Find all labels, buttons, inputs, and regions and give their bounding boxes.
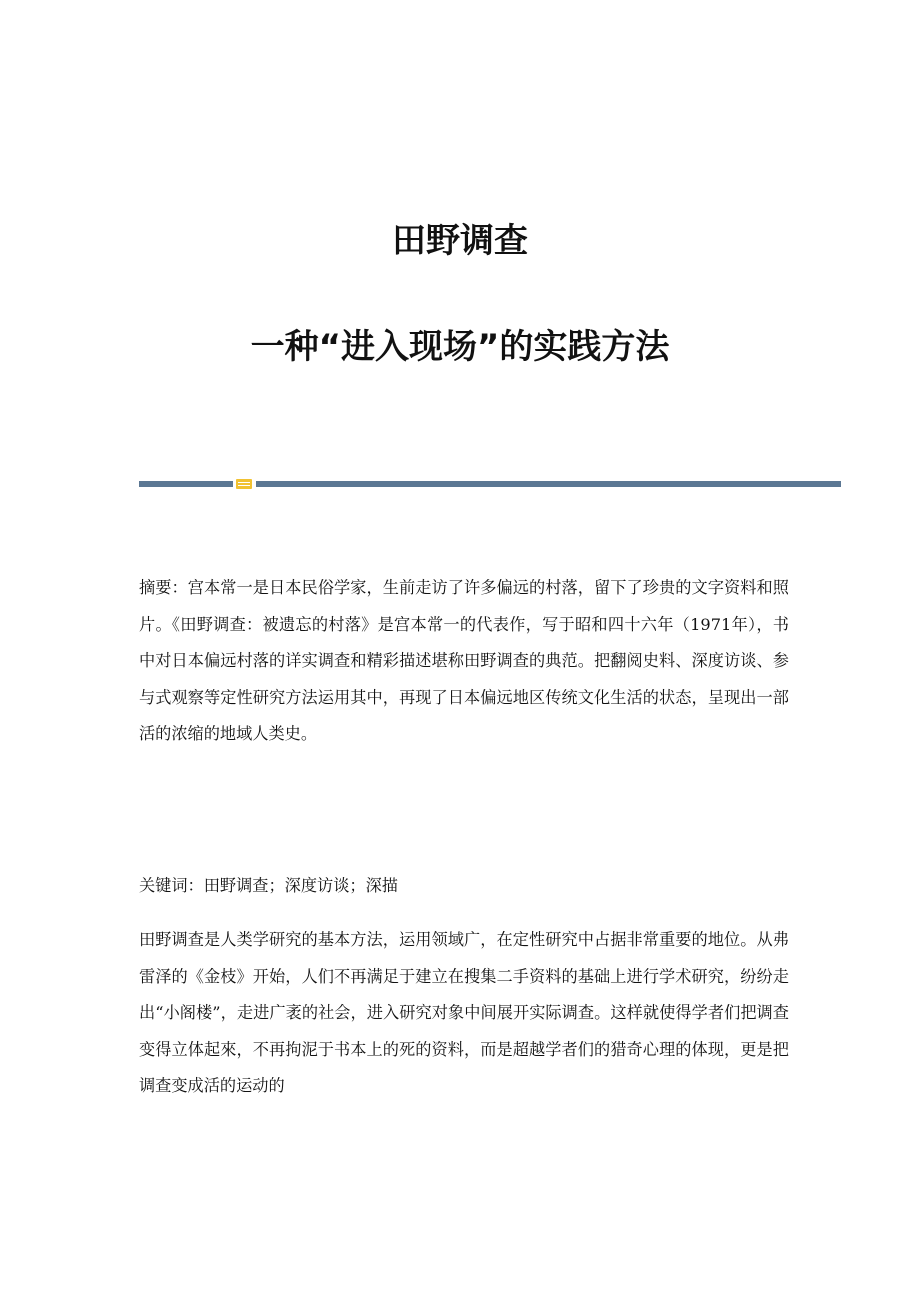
abstract-paragraph: 摘要：宫本常一是日本民俗学家，生前走访了许多偏远的村落，留下了珍贵的文字资料和照片。《田野调查：被遗忘的村落》是宫本常一的代表作，写于昭和四十六年（1971年），书中对日本偏远村落的详实调查和精彩描述堪称田野调查的典范。把翻阅史料、深度访谈、参与式观察等定性研究方法运用其中，再现了日本偏远地区传统文化生活的状态，呈现出一部活的浓缩的地域人类史。 xyxy=(139,578,789,743)
divider-bar-left xyxy=(139,481,233,487)
divider-emblem-icon xyxy=(236,479,252,489)
divider-bar-right xyxy=(256,481,841,487)
title-divider xyxy=(139,479,841,489)
keywords-line: 关键词：田野调查；深度访谈；深描 xyxy=(139,876,398,895)
document-title: 田野调查 xyxy=(392,221,528,261)
body-paragraph: 田野调查是人类学研究的基本方法，运用领域广，在定性研究中占据非常重要的地位。从弗雷泽的《金枝》开始，人们不再满足于建立在搜集二手资料的基础上进行学术研究，纷纷走出“小阁楼”，走进广袤的社会，进入研究对象中间展开实际调查。这样就使得学者们把调查变得立体起來，不再拘泥于书本上的死的资料，而是超越学者们的猎奇心理的体现，更是把调查变成活的运动的 xyxy=(139,930,789,1095)
document-subtitle: 一种“进入现场”的实践方法 xyxy=(250,327,670,367)
